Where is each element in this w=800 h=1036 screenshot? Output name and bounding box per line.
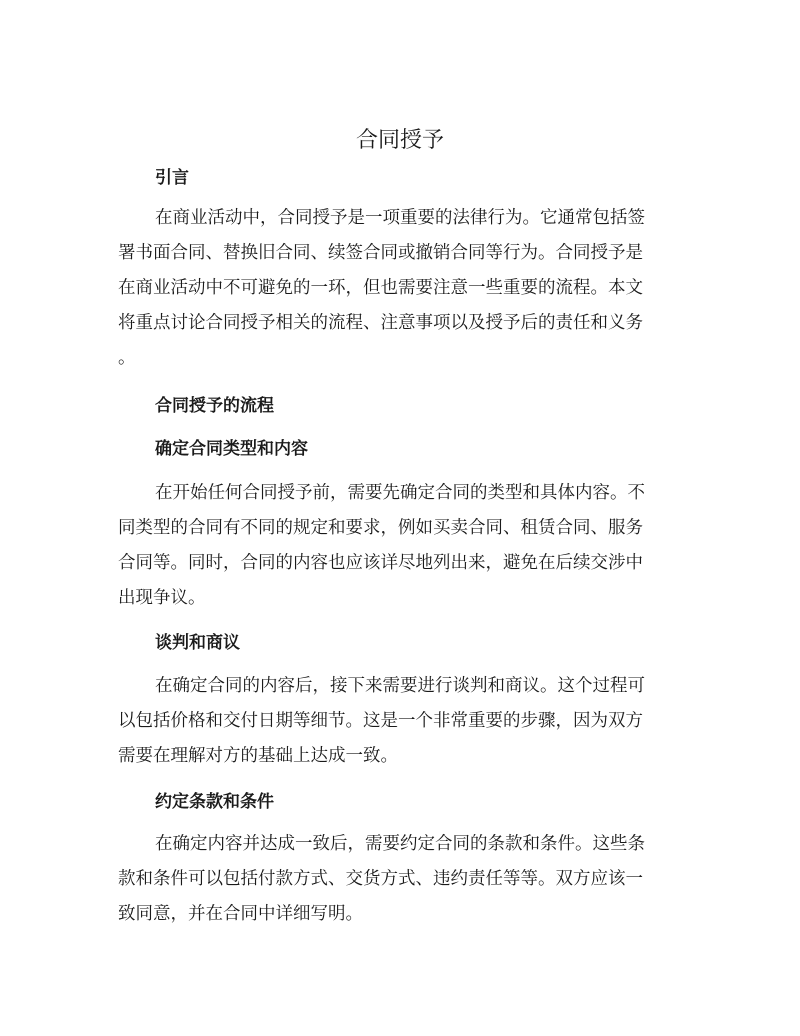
paragraph-line: 出现争议。: [118, 588, 206, 608]
paragraph-line: 以包括价格和交付日期等细节。这是一个非常重要的步骤，因为双方: [118, 711, 643, 731]
paragraph-line: 合同等。同时，合同的内容也应该详尽地列出来，避免在后续交涉中: [118, 553, 643, 573]
paragraph-line: 。: [118, 348, 136, 368]
paragraph-line: 在确定合同的内容后，接下来需要进行谈判和商议。这个过程可: [155, 676, 645, 696]
paragraph-negotiation: [118, 669, 672, 774]
section-heading-introduction: 引言: [155, 168, 189, 188]
section-heading-terms: 约定条款和条件: [155, 792, 274, 812]
paragraph-line: 需要在理解对方的基础上达成一致。: [118, 746, 398, 766]
paragraph-line: 在确定内容并达成一致后，需要约定合同的条款和条件。这些条: [155, 834, 645, 854]
section-heading-determine-contract: 确定合同类型和内容: [155, 439, 308, 459]
paragraph-terms: [118, 827, 672, 932]
paragraph-line: 在商业活动中，合同授予是一项重要的法律行为。它通常包括签: [155, 208, 645, 228]
paragraph-line: 将重点讨论合同授予相关的流程、注意事项以及授予后的责任和义务: [118, 313, 643, 333]
paragraph-introduction: [118, 201, 672, 376]
document-title: 合同授予: [355, 128, 444, 153]
paragraph-line: 在商业活动中不可避免的一环，但也需要注意一些重要的流程。本文: [118, 278, 643, 298]
paragraph-line: 款和条件可以包括付款方式、交货方式、违约责任等等。双方应该一: [118, 869, 643, 889]
paragraph-determine-contract: [118, 476, 672, 616]
section-heading-negotiation: 谈判和商议: [155, 633, 240, 653]
section-heading-process: 合同授予的流程: [155, 396, 274, 416]
paragraph-line: 署书面合同、替换旧合同、续签合同或撤销合同等行为。合同授予是: [118, 243, 643, 263]
paragraph-line: 在开始任何合同授予前，需要先确定合同的类型和具体内容。不: [155, 483, 645, 503]
paragraph-line: 致同意，并在合同中详细写明。: [118, 904, 363, 924]
paragraph-line: 同类型的合同有不同的规定和要求，例如买卖合同、租赁合同、服务: [118, 518, 643, 538]
